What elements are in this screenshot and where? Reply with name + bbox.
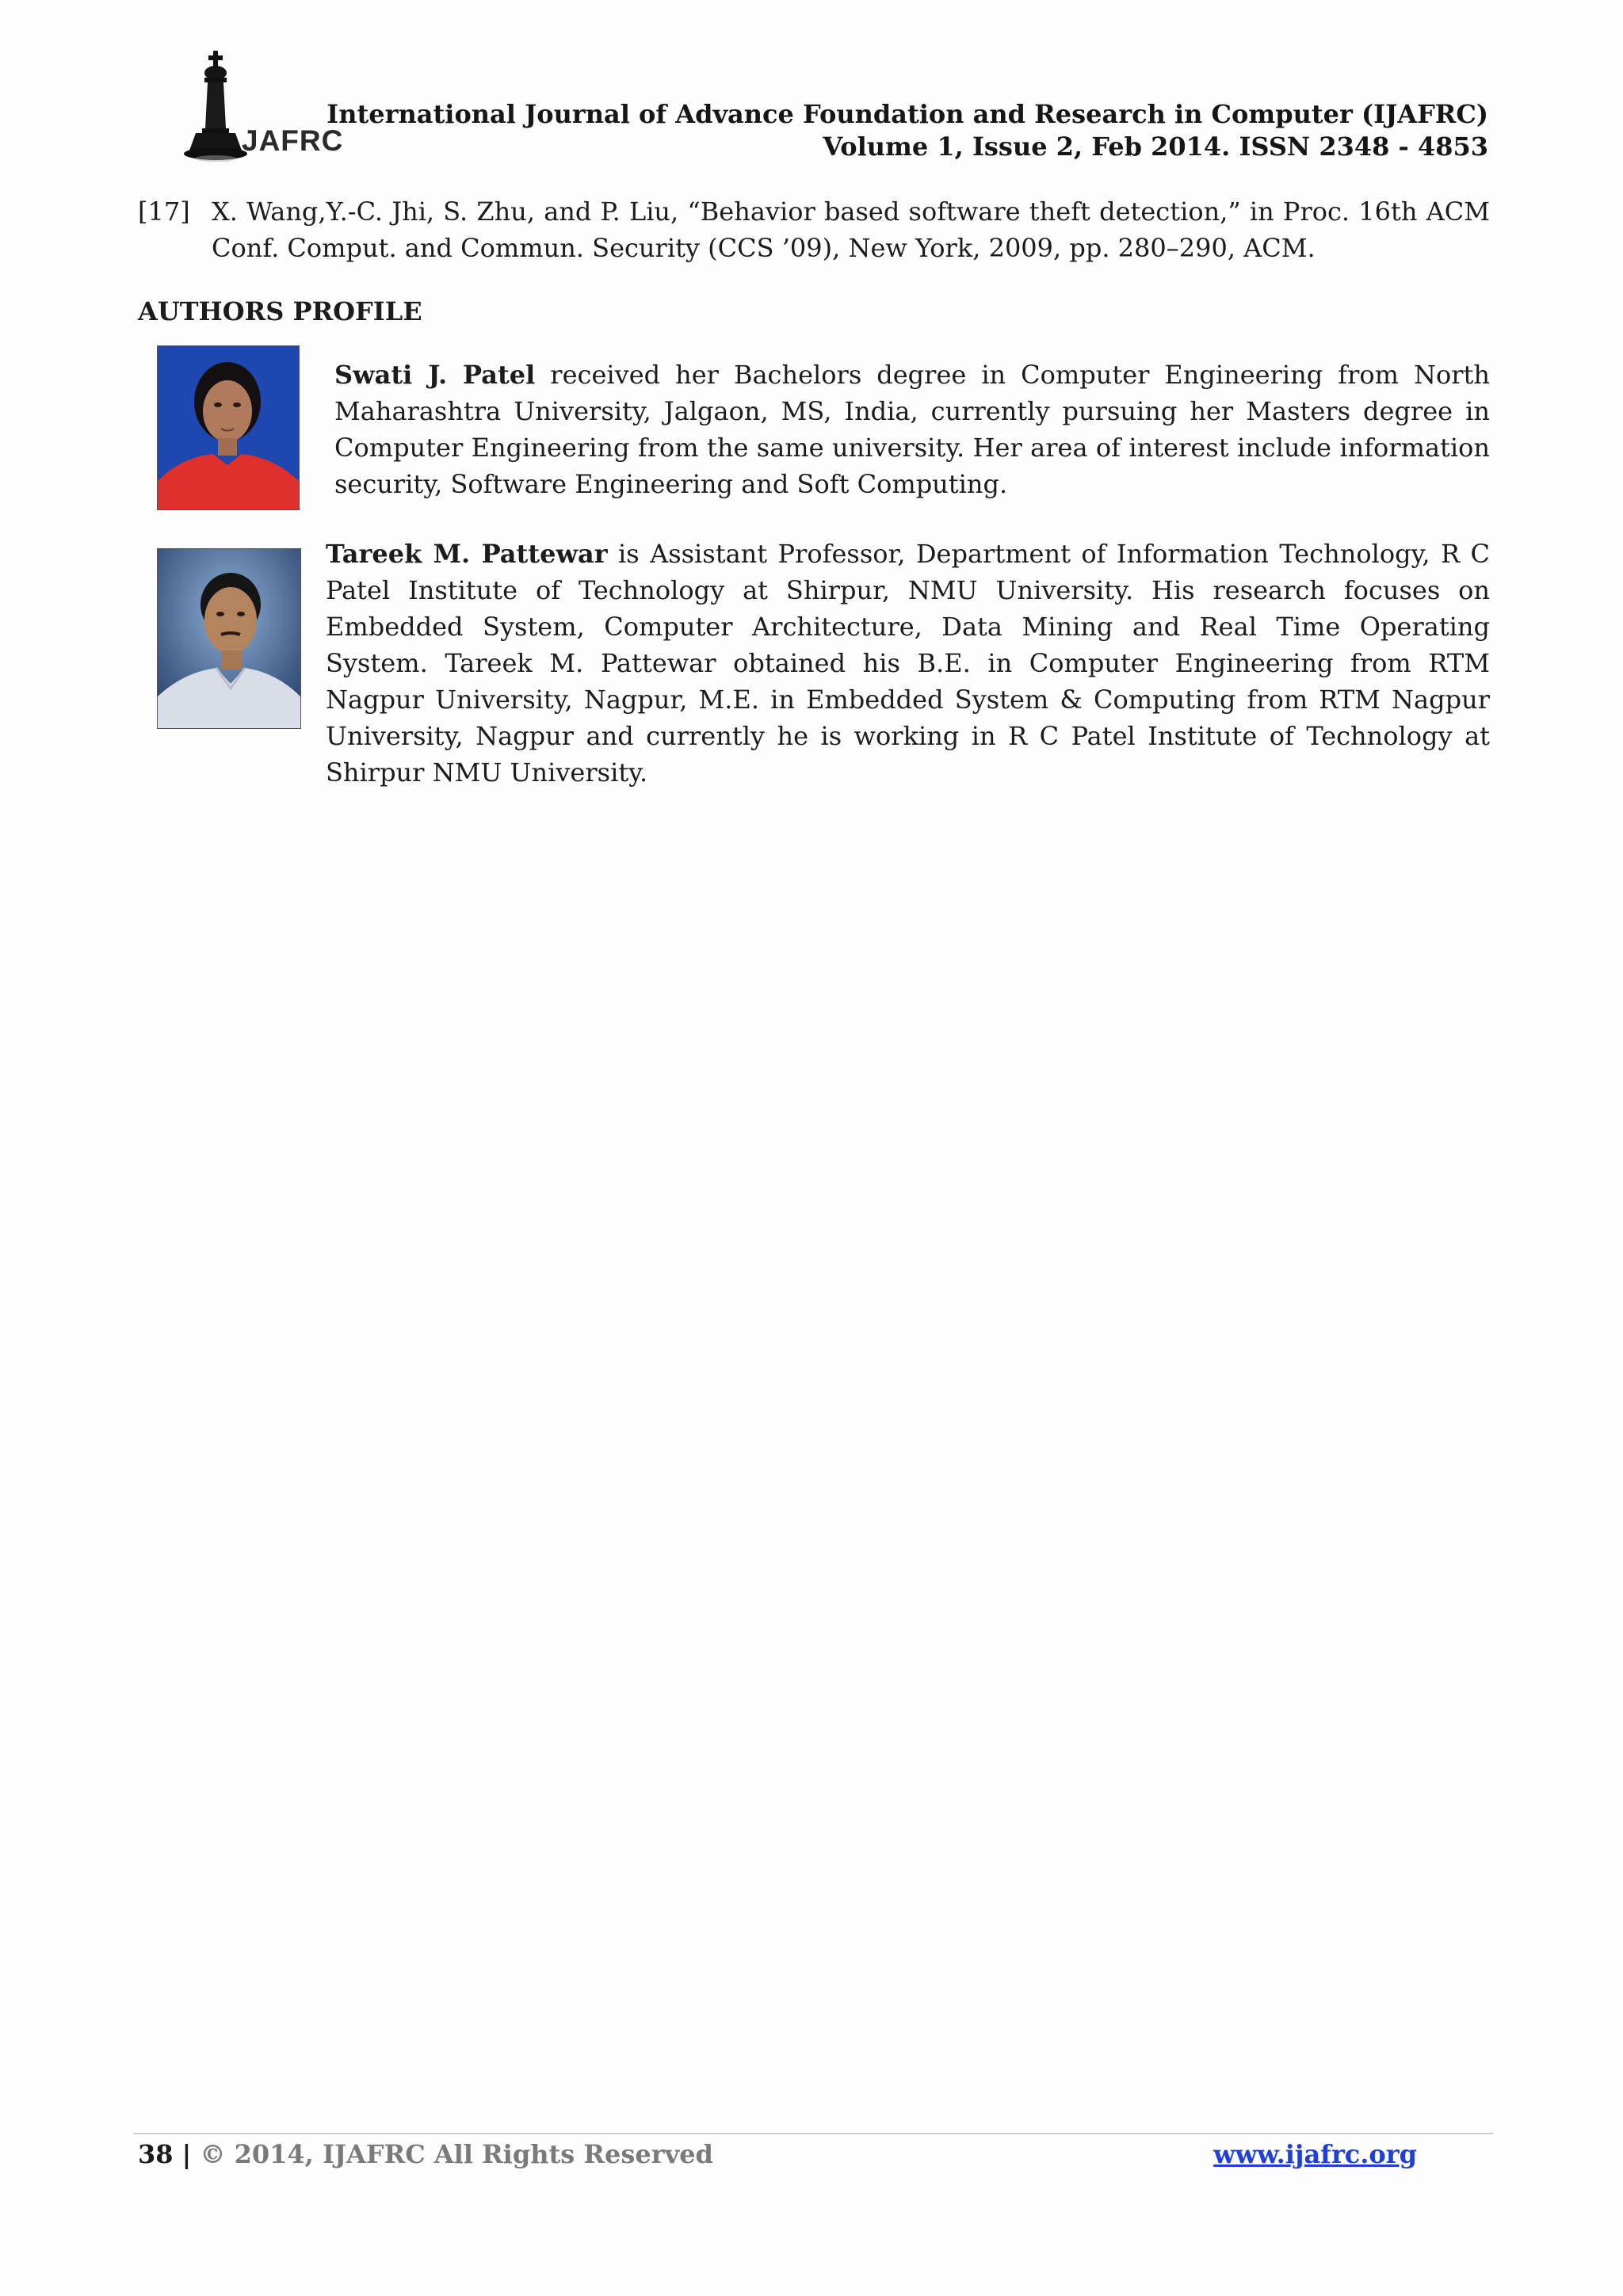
- footer-separator: |: [173, 2139, 200, 2169]
- page-number: 38: [138, 2139, 174, 2169]
- author-photo-swati-patel: [157, 345, 300, 510]
- author-bio-tareek-pattewar: [326, 536, 1490, 791]
- journal-title: International Journal of Advance Foundation and Research in Computer (IJAFRC): [327, 99, 1488, 129]
- reference-item: [138, 193, 1490, 266]
- volume-issue-line: Volume 1, Issue 2, Feb 2014. ISSN 2348 - 4853: [823, 132, 1488, 162]
- section-heading: AUTHORS PROFILE: [138, 296, 422, 326]
- reference-text: X. Wang,Y.-C. Jhi, S. Zhu, and P. Liu, “Behavior based software theft detection,” in Proc. 16th ACM Conf. Comput. and Commun. Security (CCS ’09), New York, 2009, pp. 280–290, ACM.: [212, 196, 1490, 263]
- footer-divider: [133, 2133, 1493, 2134]
- author-photo-tareek-pattewar: [157, 548, 301, 729]
- footer-copyright-line: [138, 2138, 713, 2171]
- website-link[interactable]: www.ijafrc.org: [1213, 2139, 1417, 2169]
- author-bio-swati-patel: [334, 357, 1490, 502]
- logo-text: JAFRC: [242, 124, 344, 157]
- author-name: Tareek M. Pattewar: [326, 539, 608, 569]
- journal-header: [327, 98, 1488, 163]
- copyright-text: © 2014, IJAFRC All Rights Reserved: [200, 2139, 713, 2169]
- author-name: Swati J. Patel: [334, 360, 536, 390]
- author-bio-text: received her Bachelors degree in Computer Engineering from North Maharashtra University, Jalgaon, MS, India, currently pursuing her Masters degree in Computer Engineering from the same university. Her area of interest include information security, Software Engineering and Soft Computing.: [334, 360, 1491, 499]
- author-bio-text: is Assistant Professor, Department of Information Technology, R C Patel Institute of Technology at Shirpur, NMU University. His research focuses on Embedded System, Computer Architecture, Data Mining and Real Time Operating System. Tareek M. Pattewar obtained his B.E. in Computer Engineering from RTM Nagpur University, Nagpur, M.E. in Embedded System & Computing from RTM Nagpur University, Nagpur and currently he is working in R C Patel Institute of Technology at Shirpur NMU University.: [326, 539, 1491, 788]
- reference-number: [17]: [138, 196, 190, 227]
